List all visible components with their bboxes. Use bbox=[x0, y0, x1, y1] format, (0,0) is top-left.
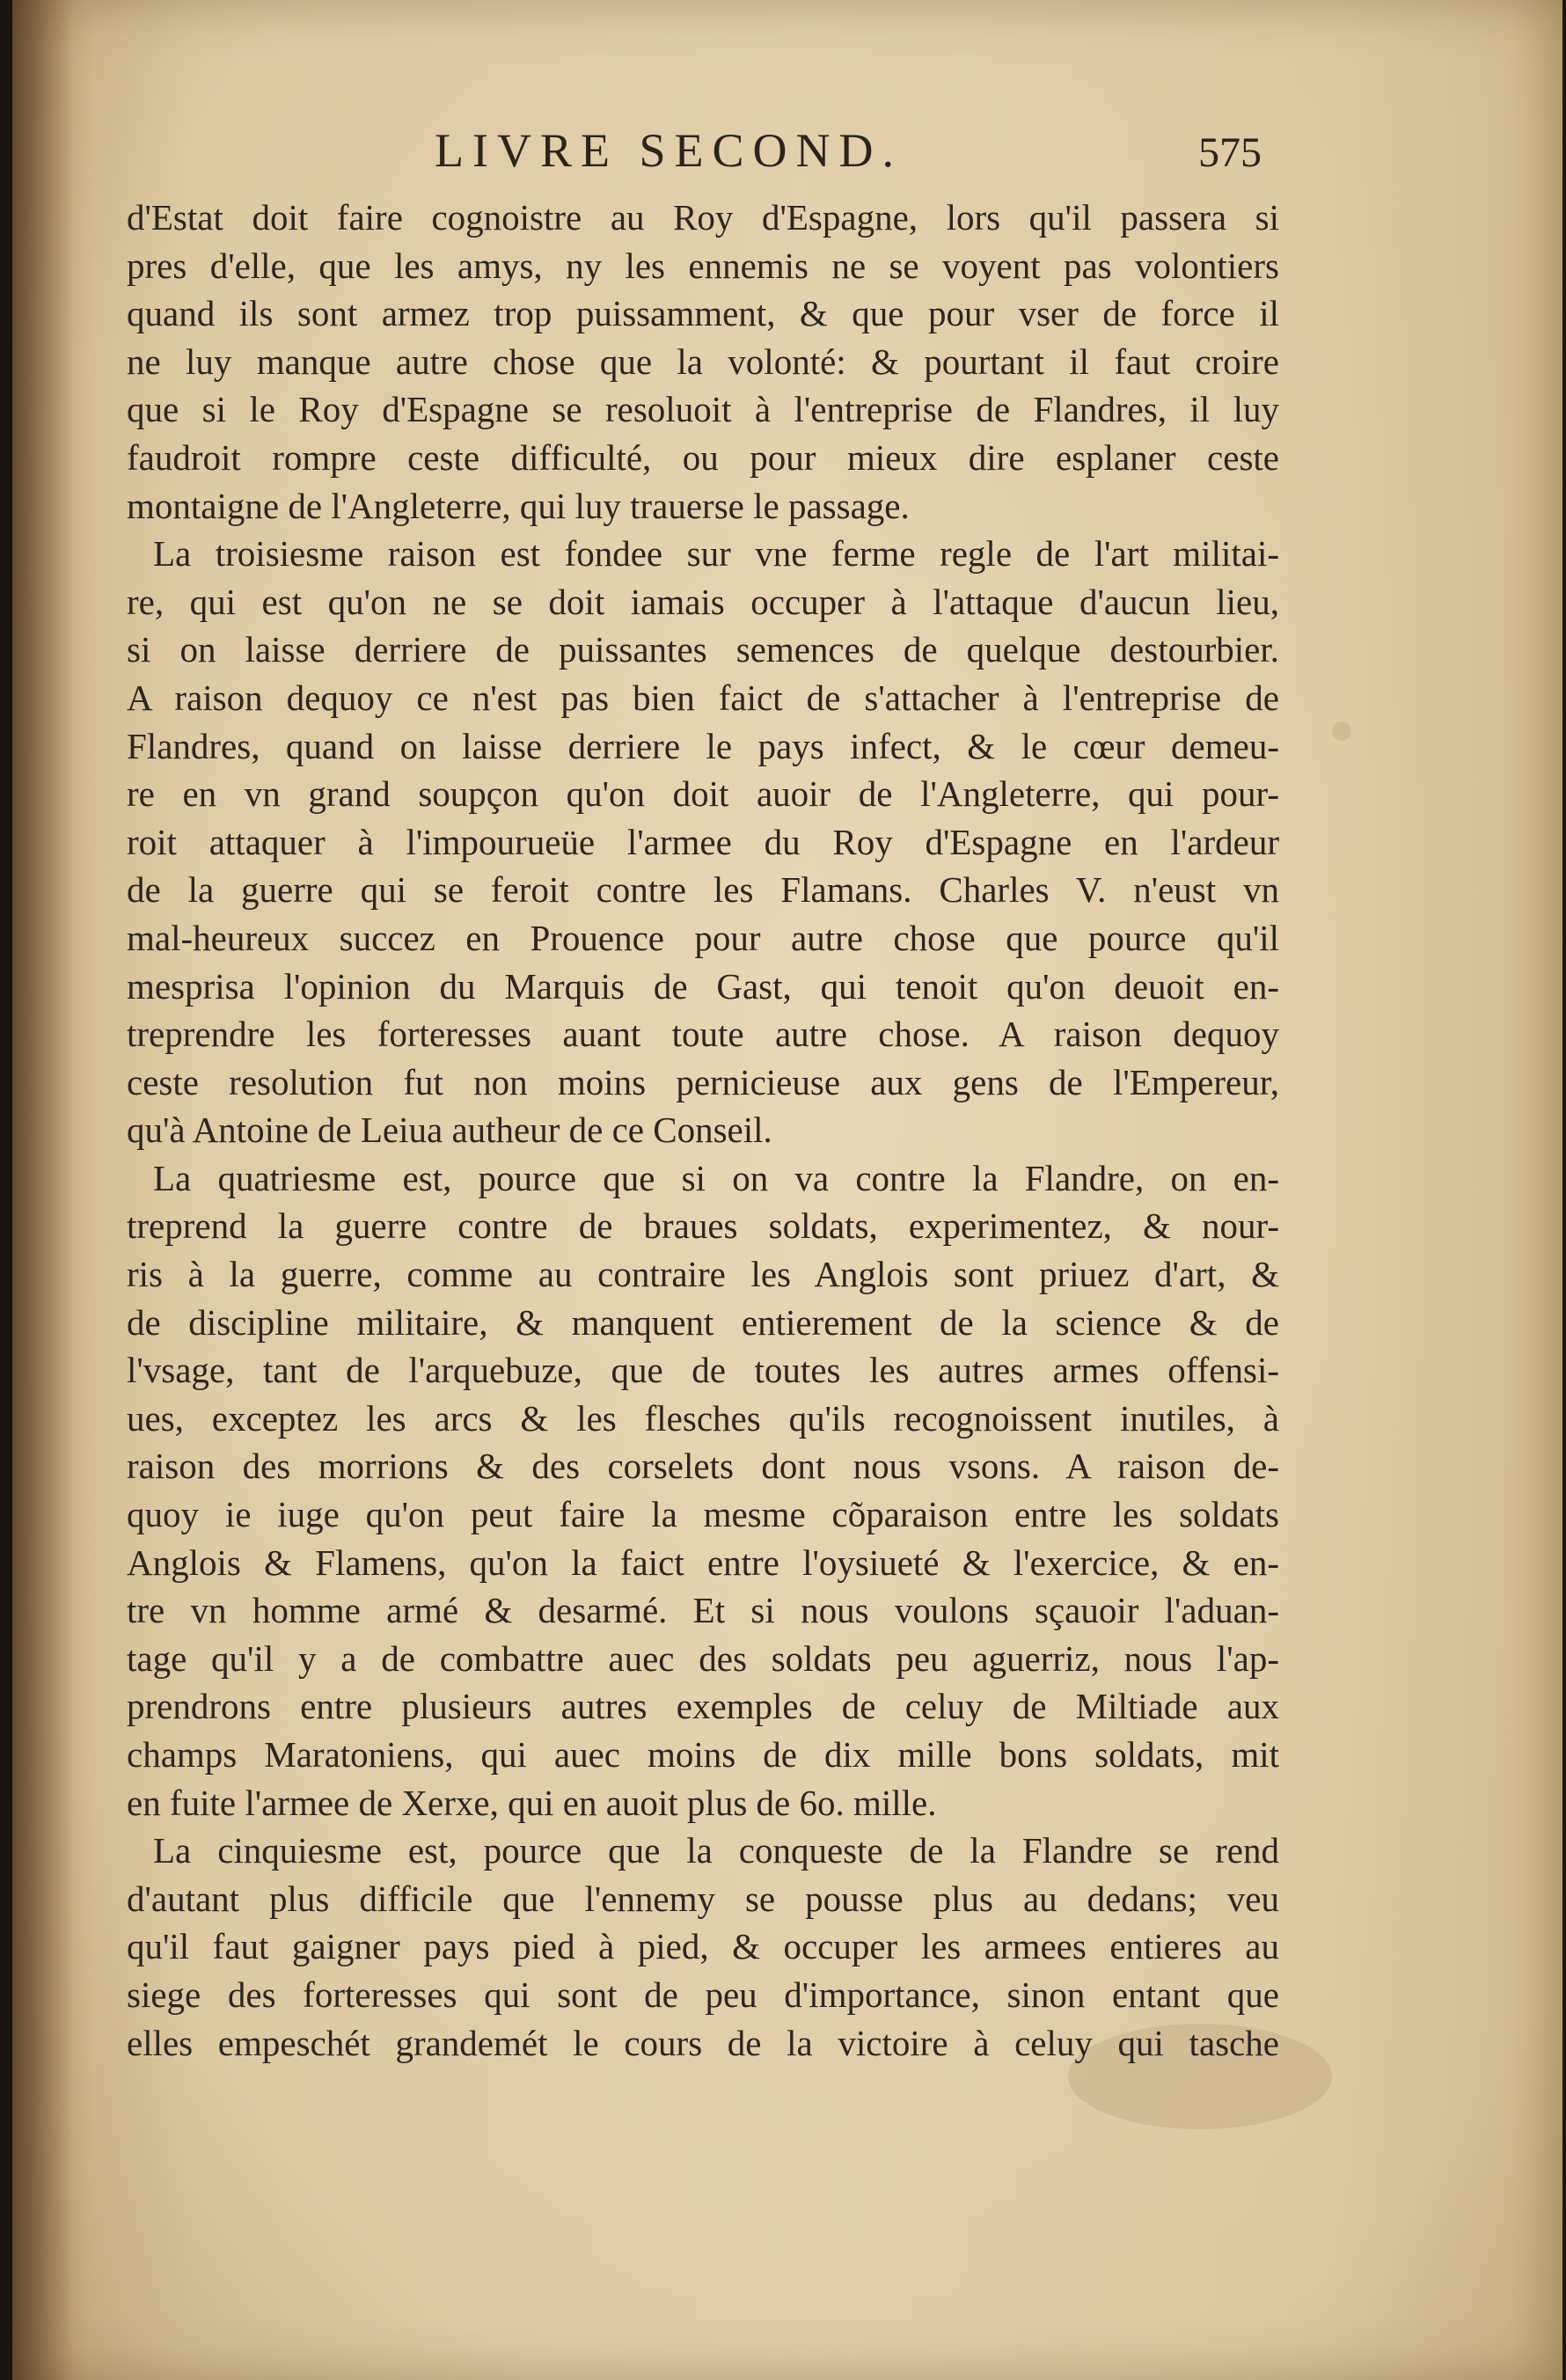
text-line: siege des forteresses qui sont de peu d'importance, sinon entant que bbox=[127, 1974, 1279, 2015]
text-line: champs Maratoniens, qui auec moins de dix mille bons soldats, mit bbox=[127, 1734, 1279, 1775]
book-page bbox=[12, 0, 1562, 2380]
text-line: roit attaquer à l'impourueüe l'armee du Roy d'Espagne en l'ardeur bbox=[127, 821, 1279, 862]
text-line: elles empeschét grandemét le cours de la victoire à celuy qui tasche bbox=[127, 2022, 1279, 2063]
text-line: l'vsage, tant de l'arquebuze, que de toutes les autres armes offensi- bbox=[127, 1350, 1279, 1391]
page-number: 575 bbox=[1198, 129, 1262, 176]
paragraph-start: La quatriesme est, pource que si on va contre la Flandre, on en- bbox=[153, 1157, 1279, 1198]
text-line: de la guerre qui se feroit contre les Flamans. Charles V. n'eust vn bbox=[127, 869, 1279, 911]
text-line: Flandres, quand on laisse derriere le pays infect, & le cœur demeu- bbox=[127, 725, 1279, 766]
text-line: ris à la guerre, comme au contraire les Anglois sont priuez d'art, & bbox=[127, 1254, 1279, 1295]
text-line: ceste resolution fut non moins pernicieuse aux gens de l'Empereur, bbox=[127, 1061, 1279, 1102]
text-line: ues, exceptez les arcs & les flesches qu'ils recognoissent inutiles, à bbox=[127, 1397, 1279, 1439]
paragraph-start: La troisiesme raison est fondee sur vne ferme regle de l'art militai- bbox=[153, 533, 1279, 575]
text-line: qu'il faut gaigner pays pied à pied, & occuper les armees entieres au bbox=[127, 1926, 1279, 1967]
text-line: A raison dequoy ce n'est pas bien faict de s'attacher à l'entreprise de bbox=[127, 677, 1279, 718]
text-line: raison des morrions & des corselets dont nous vsons. A raison de- bbox=[127, 1446, 1279, 1487]
text-line: qu'à Antoine de Leiua autheur de ce Conseil. bbox=[127, 1109, 772, 1151]
text-line: de discipline militaire, & manquent entierement de la science & de bbox=[127, 1301, 1279, 1343]
text-line: pres d'elle, que les amys, ny les ennemis ne se voyent pas volontiers bbox=[127, 245, 1279, 286]
running-head: LIVRE SECOND. bbox=[435, 124, 903, 177]
text-line: tage qu'il y a de combattre auec des soldats peu aguerriz, nous l'ap- bbox=[127, 1637, 1279, 1679]
body-text bbox=[127, 194, 1279, 2067]
text-line: faudroit rompre ceste difficulté, ou pour mieux dire esplaner ceste bbox=[127, 436, 1279, 478]
text-line: re en vn grand soupçon qu'on doit auoir de l'Angleterre, qui pour- bbox=[127, 773, 1279, 815]
text-line: re, qui est qu'on ne se doit iamais occuper à l'attaque d'aucun lieu, bbox=[127, 581, 1279, 622]
text-line: quoy ie iuge qu'on peut faire la mesme cõparaison entre les soldats bbox=[127, 1494, 1279, 1535]
text-line: d'autant plus difficile que l'ennemy se pousse plus au dedans; veu bbox=[127, 1878, 1279, 1919]
text-line: d'Estat doit faire cognoistre au Roy d'Espagne, lors qu'il passera si bbox=[127, 197, 1279, 238]
text-line: prendrons entre plusieurs autres exemples de celuy de Miltiade aux bbox=[127, 1686, 1279, 1727]
text-line: en fuite l'armee de Xerxe, qui en auoit plus de 6o. mille. bbox=[127, 1782, 937, 1823]
text-line: que si le Roy d'Espagne se resoluoit à l'entreprise de Flandres, il luy bbox=[127, 389, 1279, 430]
page-header bbox=[435, 123, 1314, 185]
paragraph-start: La cinquiesme est, pource que la conqueste de la Flandre se rend bbox=[153, 1830, 1279, 1871]
text-line: mal-heureux succez en Prouence pour autre chose que pource qu'il bbox=[127, 917, 1279, 958]
text-line: ne luy manque autre chose que la volonté: & pourtant il faut croire bbox=[127, 341, 1279, 382]
text-line: tre vn homme armé & desarmé. Et si nous voulons sçauoir l'aduan- bbox=[127, 1590, 1279, 1631]
text-line: mesprisa l'opinion du Marquis de Gast, qui tenoit qu'on deuoit en- bbox=[127, 965, 1279, 1007]
text-line: Anglois & Flamens, qu'on la faict entre l'oysiueté & l'exercice, & en- bbox=[127, 1542, 1279, 1583]
text-line: montaigne de l'Angleterre, qui luy trauerse le passage. bbox=[127, 485, 910, 526]
binding-shadow bbox=[12, 0, 74, 2380]
text-line: treprend la guerre contre de braues soldats, experimentez, & nour- bbox=[127, 1205, 1279, 1247]
ink-spot bbox=[1332, 721, 1351, 741]
text-line: quand ils sont armez trop puissamment, & que pour vser de force il bbox=[127, 293, 1279, 334]
text-line: si on laisse derriere de puissantes semences de quelque destourbier. bbox=[127, 629, 1279, 670]
text-line: treprendre les forteresses auant toute autre chose. A raison dequoy bbox=[127, 1014, 1279, 1055]
